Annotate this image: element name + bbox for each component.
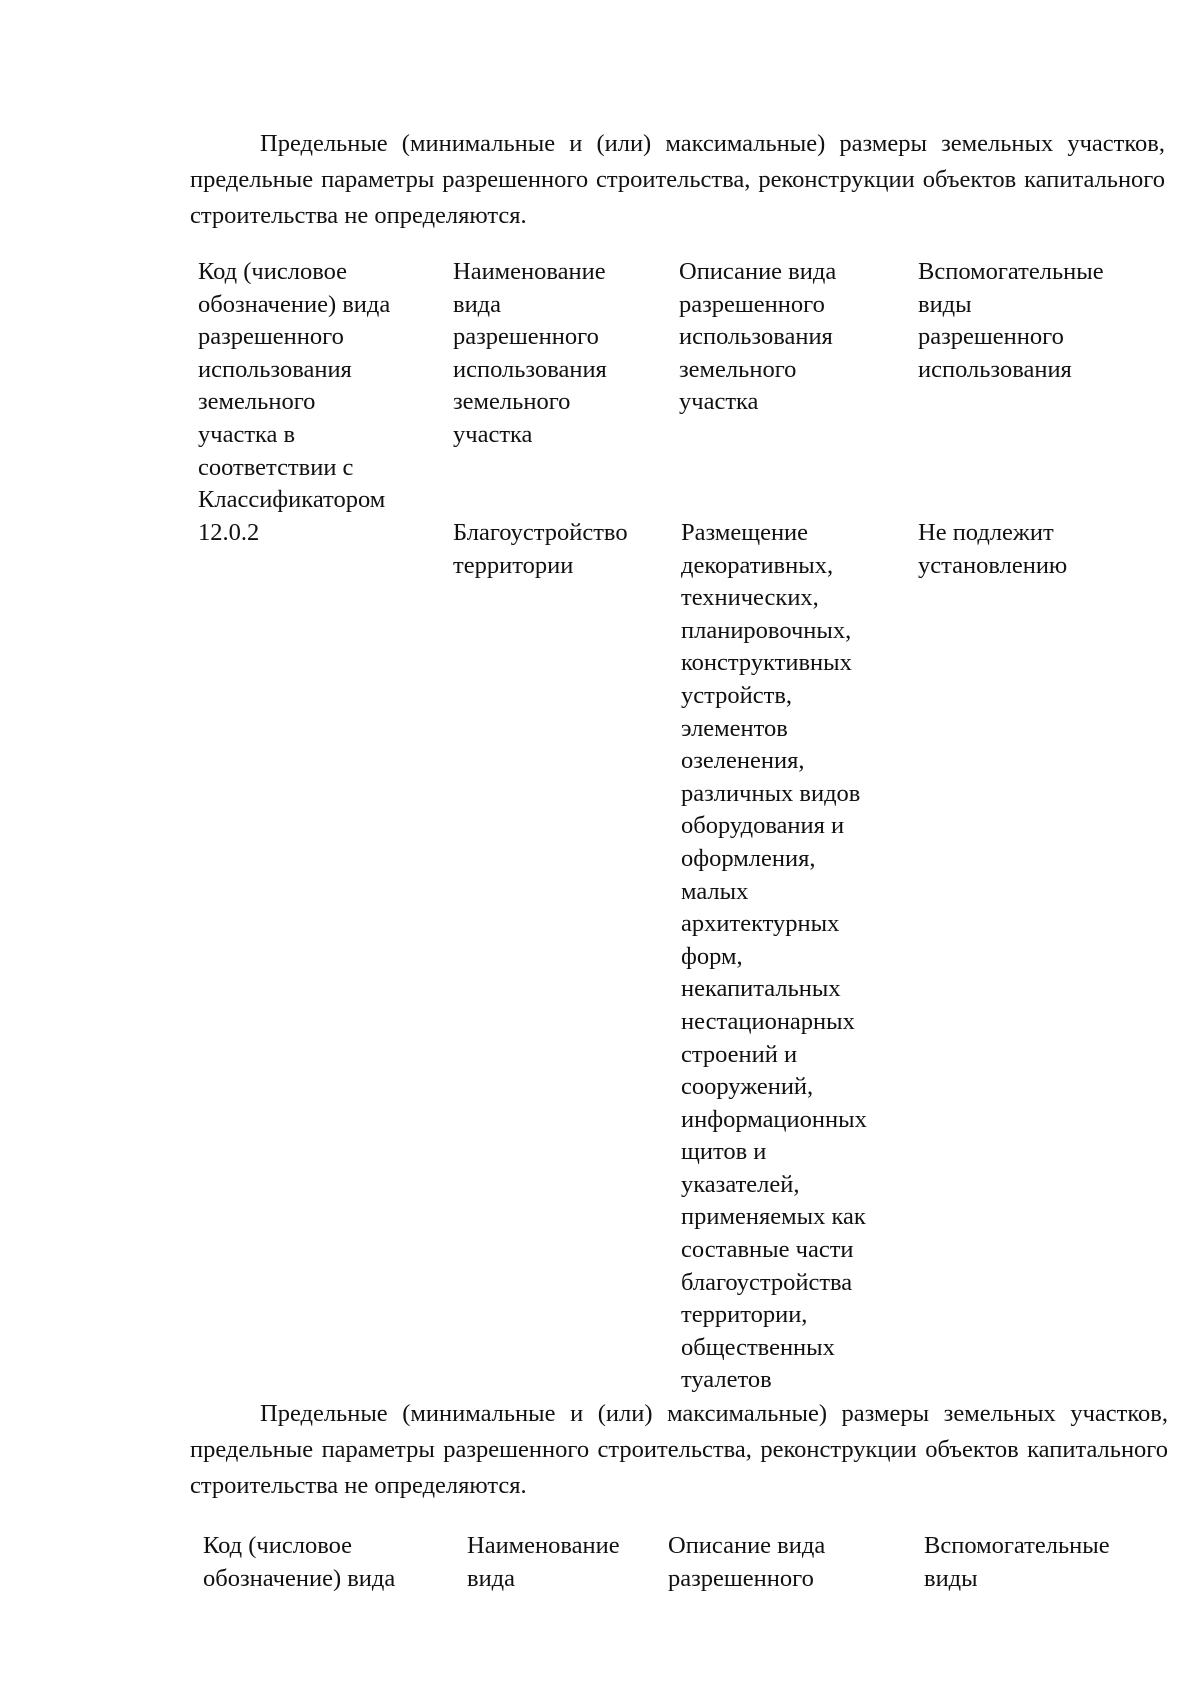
table-2-header-name: Наименование вида — [467, 1532, 620, 1592]
table-1-header-auxiliary: Вспомогательные виды разрешенного использования — [918, 258, 1104, 383]
table-1-cell-auxiliary: Не подлежит установлению — [918, 519, 1068, 579]
table-1-cell-code: 12.0.2 — [198, 519, 260, 546]
table-1-cell-description: Размещение декоративных, технических, планировочных, конструктивных устройств, элементов озеленения, различных видов оборудования и оформления, малых архитектурных форм, некапитальных нестационарных строений и сооружений, информационных щитов и указателей, применяемых как составные части благоустройства территории, общественных туалетов — [681, 519, 867, 1394]
table-2-header-description: Описание вида разрешенного — [668, 1532, 826, 1592]
paragraph-limits-2: Предельные (минимальные и (или) максимальные) размеры земельных участков, предельные параметры разрешенного строительства, реконструкции объектов капитального строительства не определяются. — [190, 1400, 1168, 1499]
table-1-header-code: Код (числовое обозначение) вида разрешенного использования земельного участка в соответствии с Классификатором — [198, 258, 391, 514]
table-1-header-description: Описание вида разрешенного использования земельного участка — [679, 258, 837, 416]
paragraph-limits-1: Предельные (минимальные и (или) максимальные) размеры земельных участков, предельные параметры разрешенного строительства, реконструкции объектов капитального строительства не определяются. — [190, 130, 1165, 229]
table-1-header-name: Наименование вида разрешенного использования земельного участка — [453, 258, 607, 448]
table-2-header-code: Код (числовое обозначение) вида — [203, 1532, 396, 1592]
table-1-cell-name: Благоустройство территории — [453, 519, 628, 579]
table-2-header-auxiliary: Вспомогательные виды — [924, 1532, 1110, 1592]
